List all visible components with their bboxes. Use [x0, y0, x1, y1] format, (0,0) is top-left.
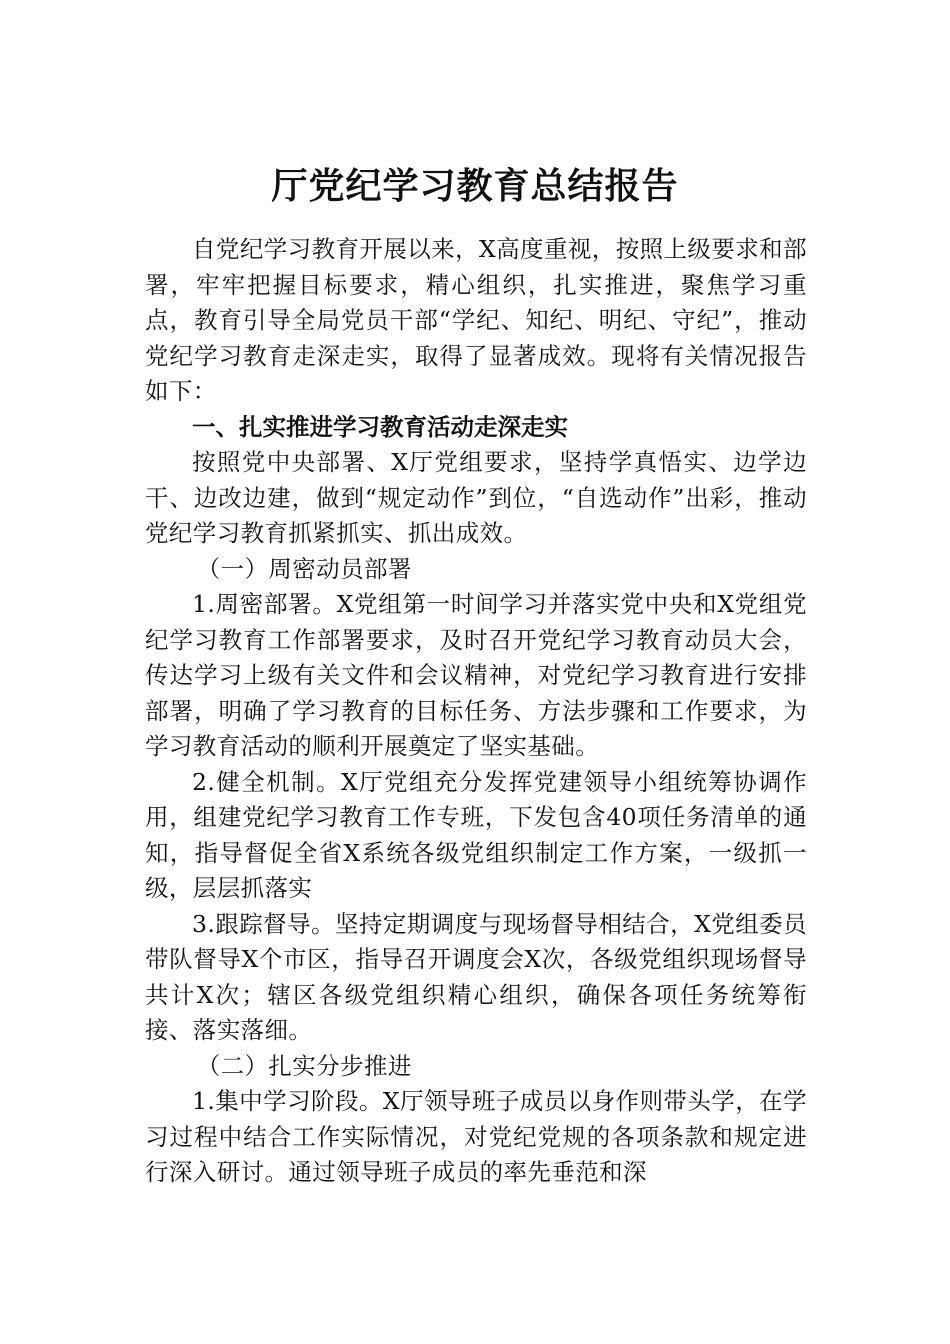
item-paragraph-4: 1.集中学习阶段。X厅领导班子成员以身作则带头学，在学习过程中结合工作实际情况，对党纪党规的各项条款和规定进行深入研讨。通过领导班子成员的率先垂范和深 [145, 1087, 807, 1186]
subsection-heading-2: （二）扎实分步推进 [196, 1051, 412, 1080]
item-paragraph-2: 2.健全机制。X厅党组充分发挥党建领导小组统筹协调作用，组建党纪学习教育工作专班，下发包含40项任务清单的通知，指导督促全省X系统各级党组织制定工作方案，一级抓一级，层层抓落实 [145, 767, 807, 902]
item-paragraph-3: 3.跟踪督导。坚持定期调度与现场督导相结合，X党组委员带队督导X个市区，指导召开调度会X次，各级党组织现场督导共计X次；辖区各级党组织精心组织，确保各项任务统筹衔接、落实落细。 [145, 909, 807, 1044]
section-1-paragraph: 按照党中央部署、X厅党组要求，坚持学真悟实、边学边干、边改边建，做到“规定动作”到位，“自选动作”出彩，推动党纪学习教育抓紧抓实、抓出成效。 [145, 448, 807, 547]
document-title: 厅党纪学习教育总结报告 [271, 165, 679, 207]
section-heading-1: 一、扎实推进学习教育活动走深走实 [192, 412, 568, 441]
intro-paragraph: 自党纪学习教育开展以来，X高度重视，按照上级要求和部署，牢牢把握目标要求，精心组织，扎实推进，聚焦学习重点，教育引导全局党员干部“学纪、知纪、明纪、守纪”，推动党纪学习教育走深走实，取得了显著成效。现将有关情况报告如下： [145, 235, 807, 405]
document-body [145, 232, 807, 1191]
item-paragraph-1: 1.周密部署。X党组第一时间学习并落实党中央和X党组党纪学习教育工作部署要求，及时召开党纪学习教育动员大会，传达学习上级有关文件和会议精神，对党纪学习教育进行安排部署，明确了学习教育的目标任务、方法步骤和工作要求，为学习教育活动的顺利开展奠定了坚实基础。 [145, 590, 807, 760]
subsection-heading-1: （一）周密动员部署 [196, 554, 412, 583]
